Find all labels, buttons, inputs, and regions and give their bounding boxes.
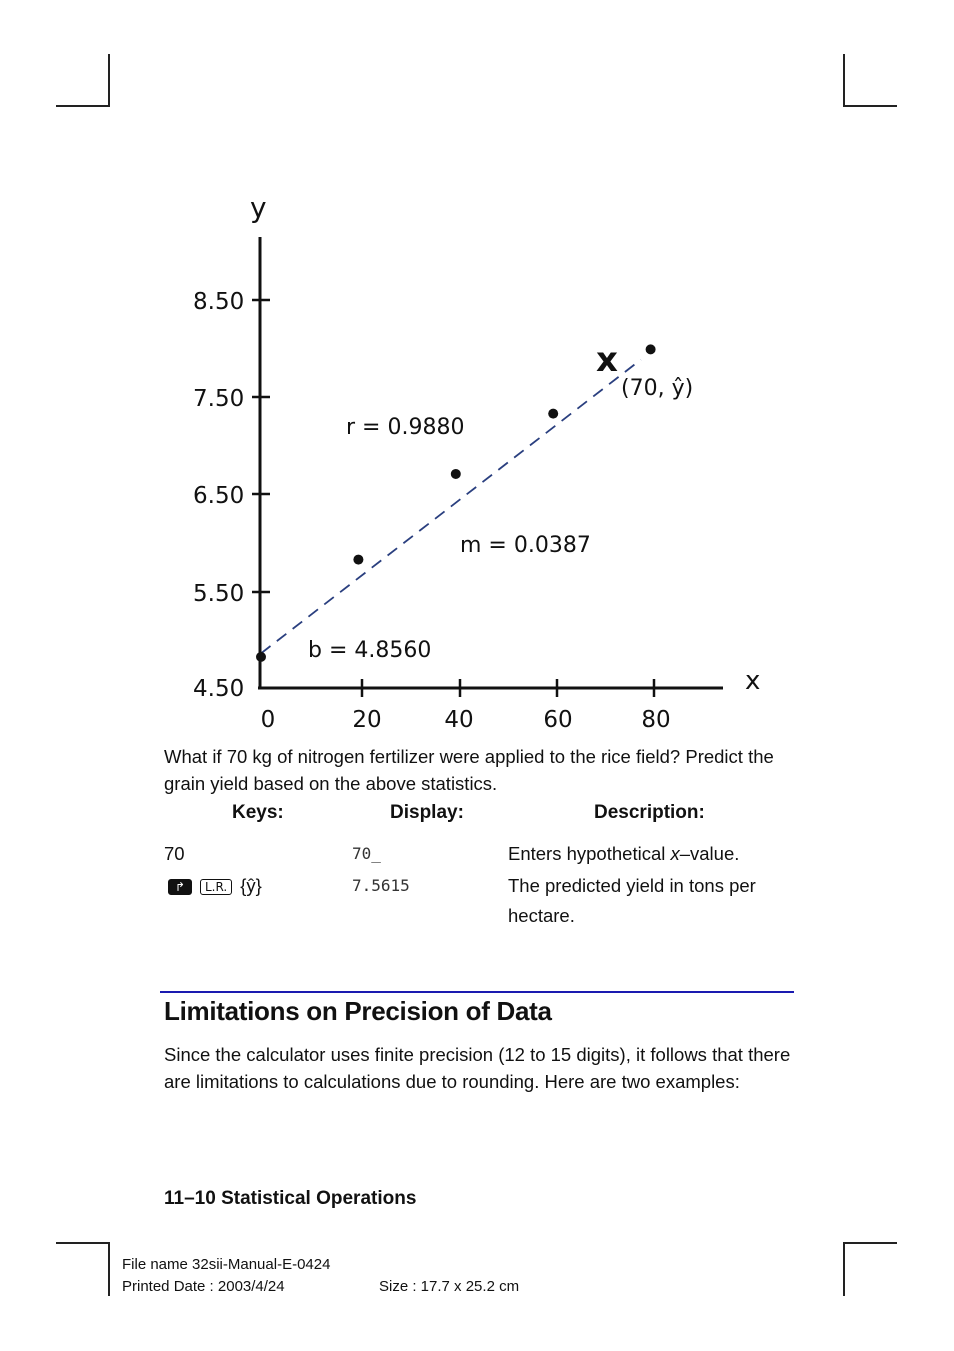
predicted-point-marker: x: [596, 340, 618, 380]
y-axis-label: y: [250, 191, 267, 224]
header-display: Display:: [390, 802, 464, 823]
annotation-r: r = 0.9880: [346, 415, 465, 440]
annotation-b: b = 4.8560: [308, 638, 432, 663]
row1-description-pre: Enters hypothetical: [508, 843, 671, 864]
row2-display: 7.5615: [352, 876, 410, 895]
y-tick-label: 6.50: [193, 483, 245, 509]
lr-key: L.R.: [200, 879, 232, 895]
question-paragraph: What if 70 kg of nitrogen fertilizer were applied to the rice field? Predict the grain yield based on the above statistics.: [164, 746, 774, 794]
page-size: Size : 17.7 x 25.2 cm: [379, 1278, 520, 1295]
y-hat-function: {ŷ}: [240, 875, 262, 896]
section-title: Limitations on Precision of Data: [164, 996, 552, 1026]
row2-keys: [168, 871, 262, 901]
row1-display: 70_: [352, 844, 381, 863]
crop-mark-bottom-left-vertical: [108, 1242, 110, 1296]
crop-mark-bottom-right-vertical: [843, 1242, 845, 1296]
data-point: [353, 555, 363, 565]
x-axis-label: x: [745, 666, 761, 696]
data-point: [646, 344, 656, 354]
annotation-predicted-label: (70, ŷ): [621, 376, 694, 401]
row1-description-post: –value.: [679, 843, 740, 864]
data-marks: [256, 344, 656, 661]
crop-mark-bottom-right-horizontal: [843, 1242, 897, 1244]
annotation-m: m = 0.0387: [460, 533, 591, 558]
regression-line: [261, 360, 641, 654]
y-tick-label: 4.50: [193, 676, 245, 702]
file-name: File name 32sii-Manual-E-0424: [122, 1256, 331, 1273]
section-divider: [160, 991, 794, 993]
row1-keys: 70: [164, 843, 185, 864]
x-tick-label: 40: [444, 707, 474, 733]
data-point: [548, 409, 558, 419]
x-tick-label: 60: [543, 707, 573, 733]
header-keys: Keys:: [232, 802, 284, 823]
y-tick-label: 7.50: [193, 386, 245, 412]
printed-date: Printed Date : 2003/4/24: [122, 1278, 285, 1295]
data-point: [451, 469, 461, 479]
y-tick-label: 8.50: [193, 289, 245, 315]
shift-right-icon: ↱: [168, 879, 192, 895]
row1-description: [508, 839, 739, 869]
section-body: Since the calculator uses finite precision (12 to 15 digits), it follows that there are limitations to calculations due to rounding. Here are two examples:: [164, 1044, 791, 1092]
page-footer-title: 11–10 Statistical Operations: [164, 1188, 417, 1209]
y-ticks: [193, 289, 270, 702]
x-tick-label: 0: [260, 707, 276, 733]
y-tick-label: 5.50: [193, 581, 245, 607]
crop-mark-bottom-left-horizontal: [56, 1242, 110, 1244]
data-point: [256, 652, 266, 662]
row1-description-em: x: [670, 843, 680, 864]
header-description: Description:: [594, 802, 705, 823]
row2-description: The predicted yield in tons per hectare.: [508, 875, 756, 926]
x-tick-label: 20: [352, 707, 382, 733]
x-tick-label: 80: [641, 707, 671, 733]
